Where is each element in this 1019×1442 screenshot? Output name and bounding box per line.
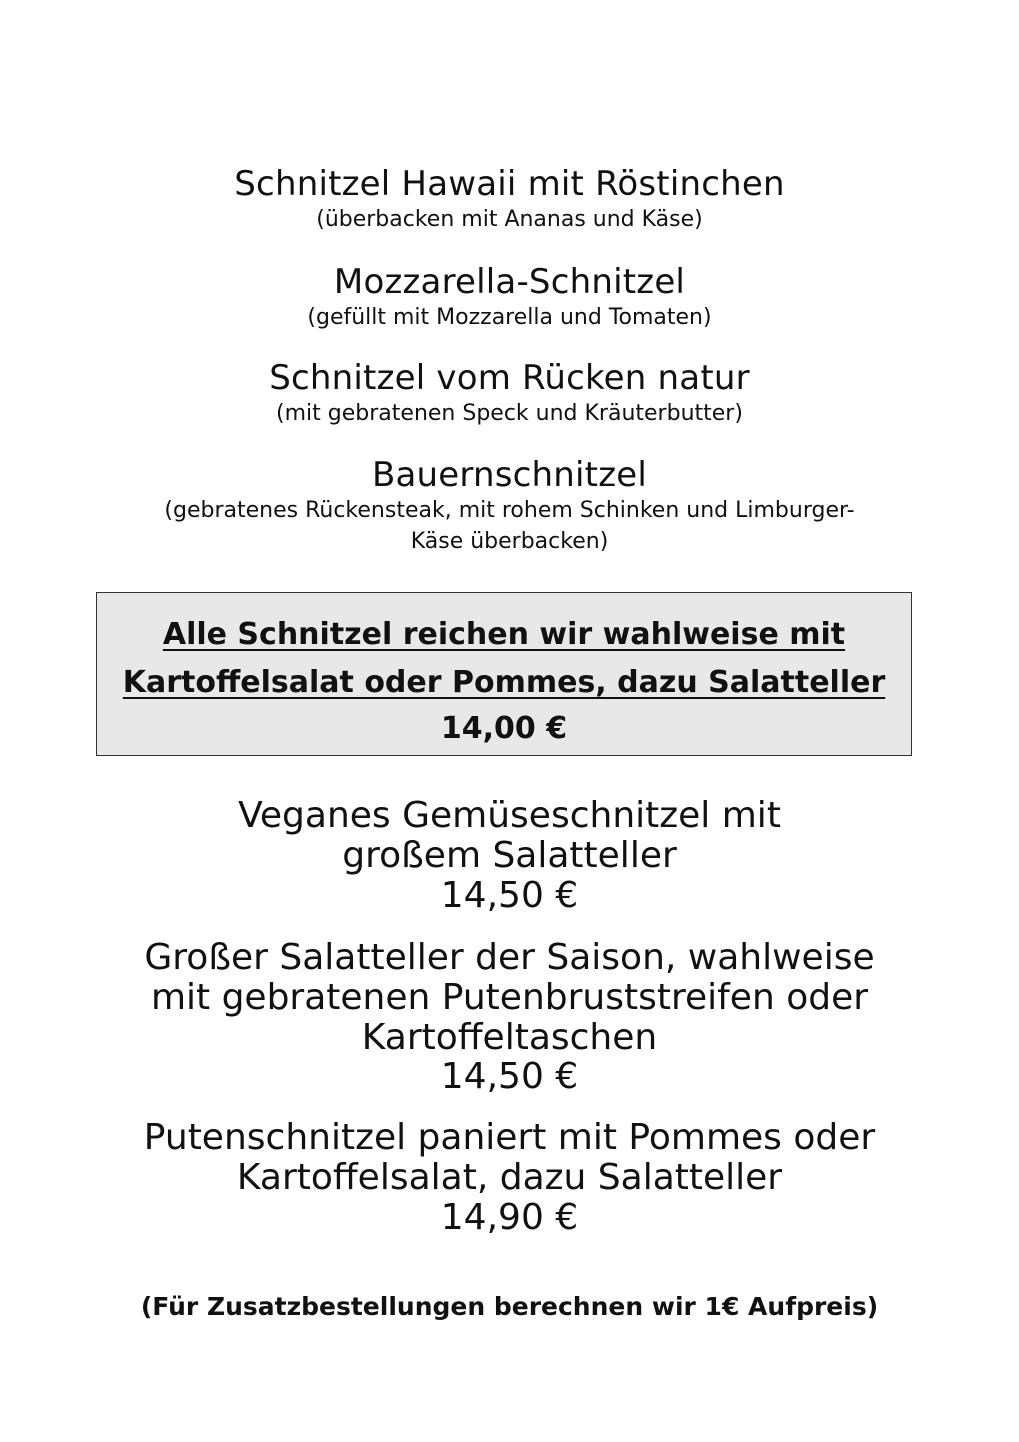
schnitzel-price: 14,00 €: [440, 711, 568, 746]
special-turkey-price: 14,90 €: [440, 1197, 579, 1238]
dish-description-bauernschnitzel-line1: (gebratenes Rückensteak, mit rohem Schinken und Limburger-: [164, 498, 855, 523]
dish-title-mozzarella: Mozzarella-Schnitzel: [333, 262, 686, 302]
dish-title-hawaii: Schnitzel Hawaii mit Röstinchen: [234, 164, 785, 204]
side-dish-info-line1: [97, 615, 911, 655]
special-vegan-line1: Veganes Gemüseschnitzel mit: [238, 795, 781, 836]
dish-description-ruecken-natur: (mit gebratenen Speck und Kräuterbutter): [276, 401, 743, 426]
special-salad-line3: Kartoffeltaschen: [361, 1017, 658, 1058]
side-dish-info-line2-text: Kartoffelsalat oder Pommes, dazu Salatteller: [122, 665, 886, 700]
dish-title-bauernschnitzel: Bauernschnitzel: [371, 455, 648, 495]
special-salad-line2: mit gebratenen Putenbruststreifen oder: [150, 977, 869, 1018]
dish-description-mozzarella: (gefüllt mit Mozzarella und Tomaten): [307, 305, 712, 330]
dish-title-ruecken-natur: Schnitzel vom Rücken natur: [269, 358, 750, 398]
side-dish-info-line2: [97, 663, 911, 703]
dish-description-bauernschnitzel-line2: Käse überbacken): [410, 529, 609, 554]
special-turkey-line2: Kartoffelsalat, dazu Salatteller: [236, 1157, 783, 1198]
side-dish-info-box: [96, 592, 912, 756]
special-vegan-price: 14,50 €: [440, 875, 579, 916]
special-vegan-line2: großem Salatteller: [342, 835, 677, 876]
special-salad-price: 14,50 €: [440, 1056, 579, 1097]
dish-description-hawaii: (überbacken mit Ananas und Käse): [316, 207, 703, 232]
side-dish-info-line1-text: Alle Schnitzel reichen wir wahlweise mit: [162, 617, 846, 652]
special-salad-line1: Großer Salatteller der Saison, wahlweise: [144, 937, 875, 978]
special-turkey-line1: Putenschnitzel paniert mit Pommes oder: [143, 1117, 876, 1158]
surcharge-note: (Für Zusatzbestellungen berechnen wir 1€ Aufpreis): [140, 1292, 879, 1321]
